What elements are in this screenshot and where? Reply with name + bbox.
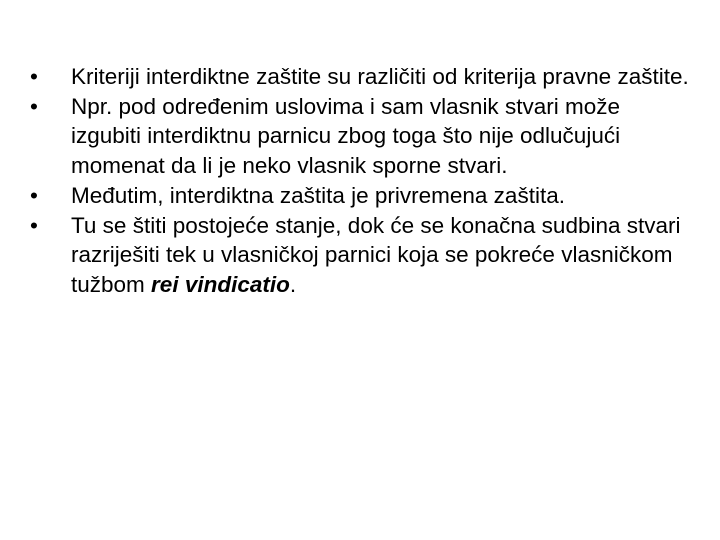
bullet-text-end: .	[289, 271, 297, 297]
bullet-text-start: Tu se štiti postojeće stanje, dok će se konačna sudbina stvari razriješiti tek u vlasničkoj parnici koja se pokreće vlasničkom tužbom	[71, 212, 681, 297]
bullet-text: Npr. pod određenim uslovima i sam vlasnik stvari može izgubiti interdiktnu parnicu zbog toga što nije odlučujući momenat da li je neko vlasnik sporne stvari.	[71, 93, 621, 179]
bullet-text	[71, 211, 690, 300]
emphasized-term: rei vindicatio	[151, 271, 290, 297]
list-item	[30, 92, 690, 181]
list-item	[30, 181, 690, 211]
list-item	[30, 211, 690, 300]
list-item	[30, 62, 690, 92]
bullet-icon: •	[30, 93, 38, 119]
bullet-text: Međutim, interdiktna zaštita je privremena zaštita.	[71, 182, 565, 208]
bullet-text: Kriteriji interdiktne zaštite su različiti od kriterija pravne zaštite.	[71, 64, 689, 89]
bullet-icon: •	[30, 64, 38, 89]
bullet-icon: •	[30, 212, 38, 238]
bullet-list	[30, 62, 690, 300]
bullet-icon: •	[30, 182, 38, 208]
